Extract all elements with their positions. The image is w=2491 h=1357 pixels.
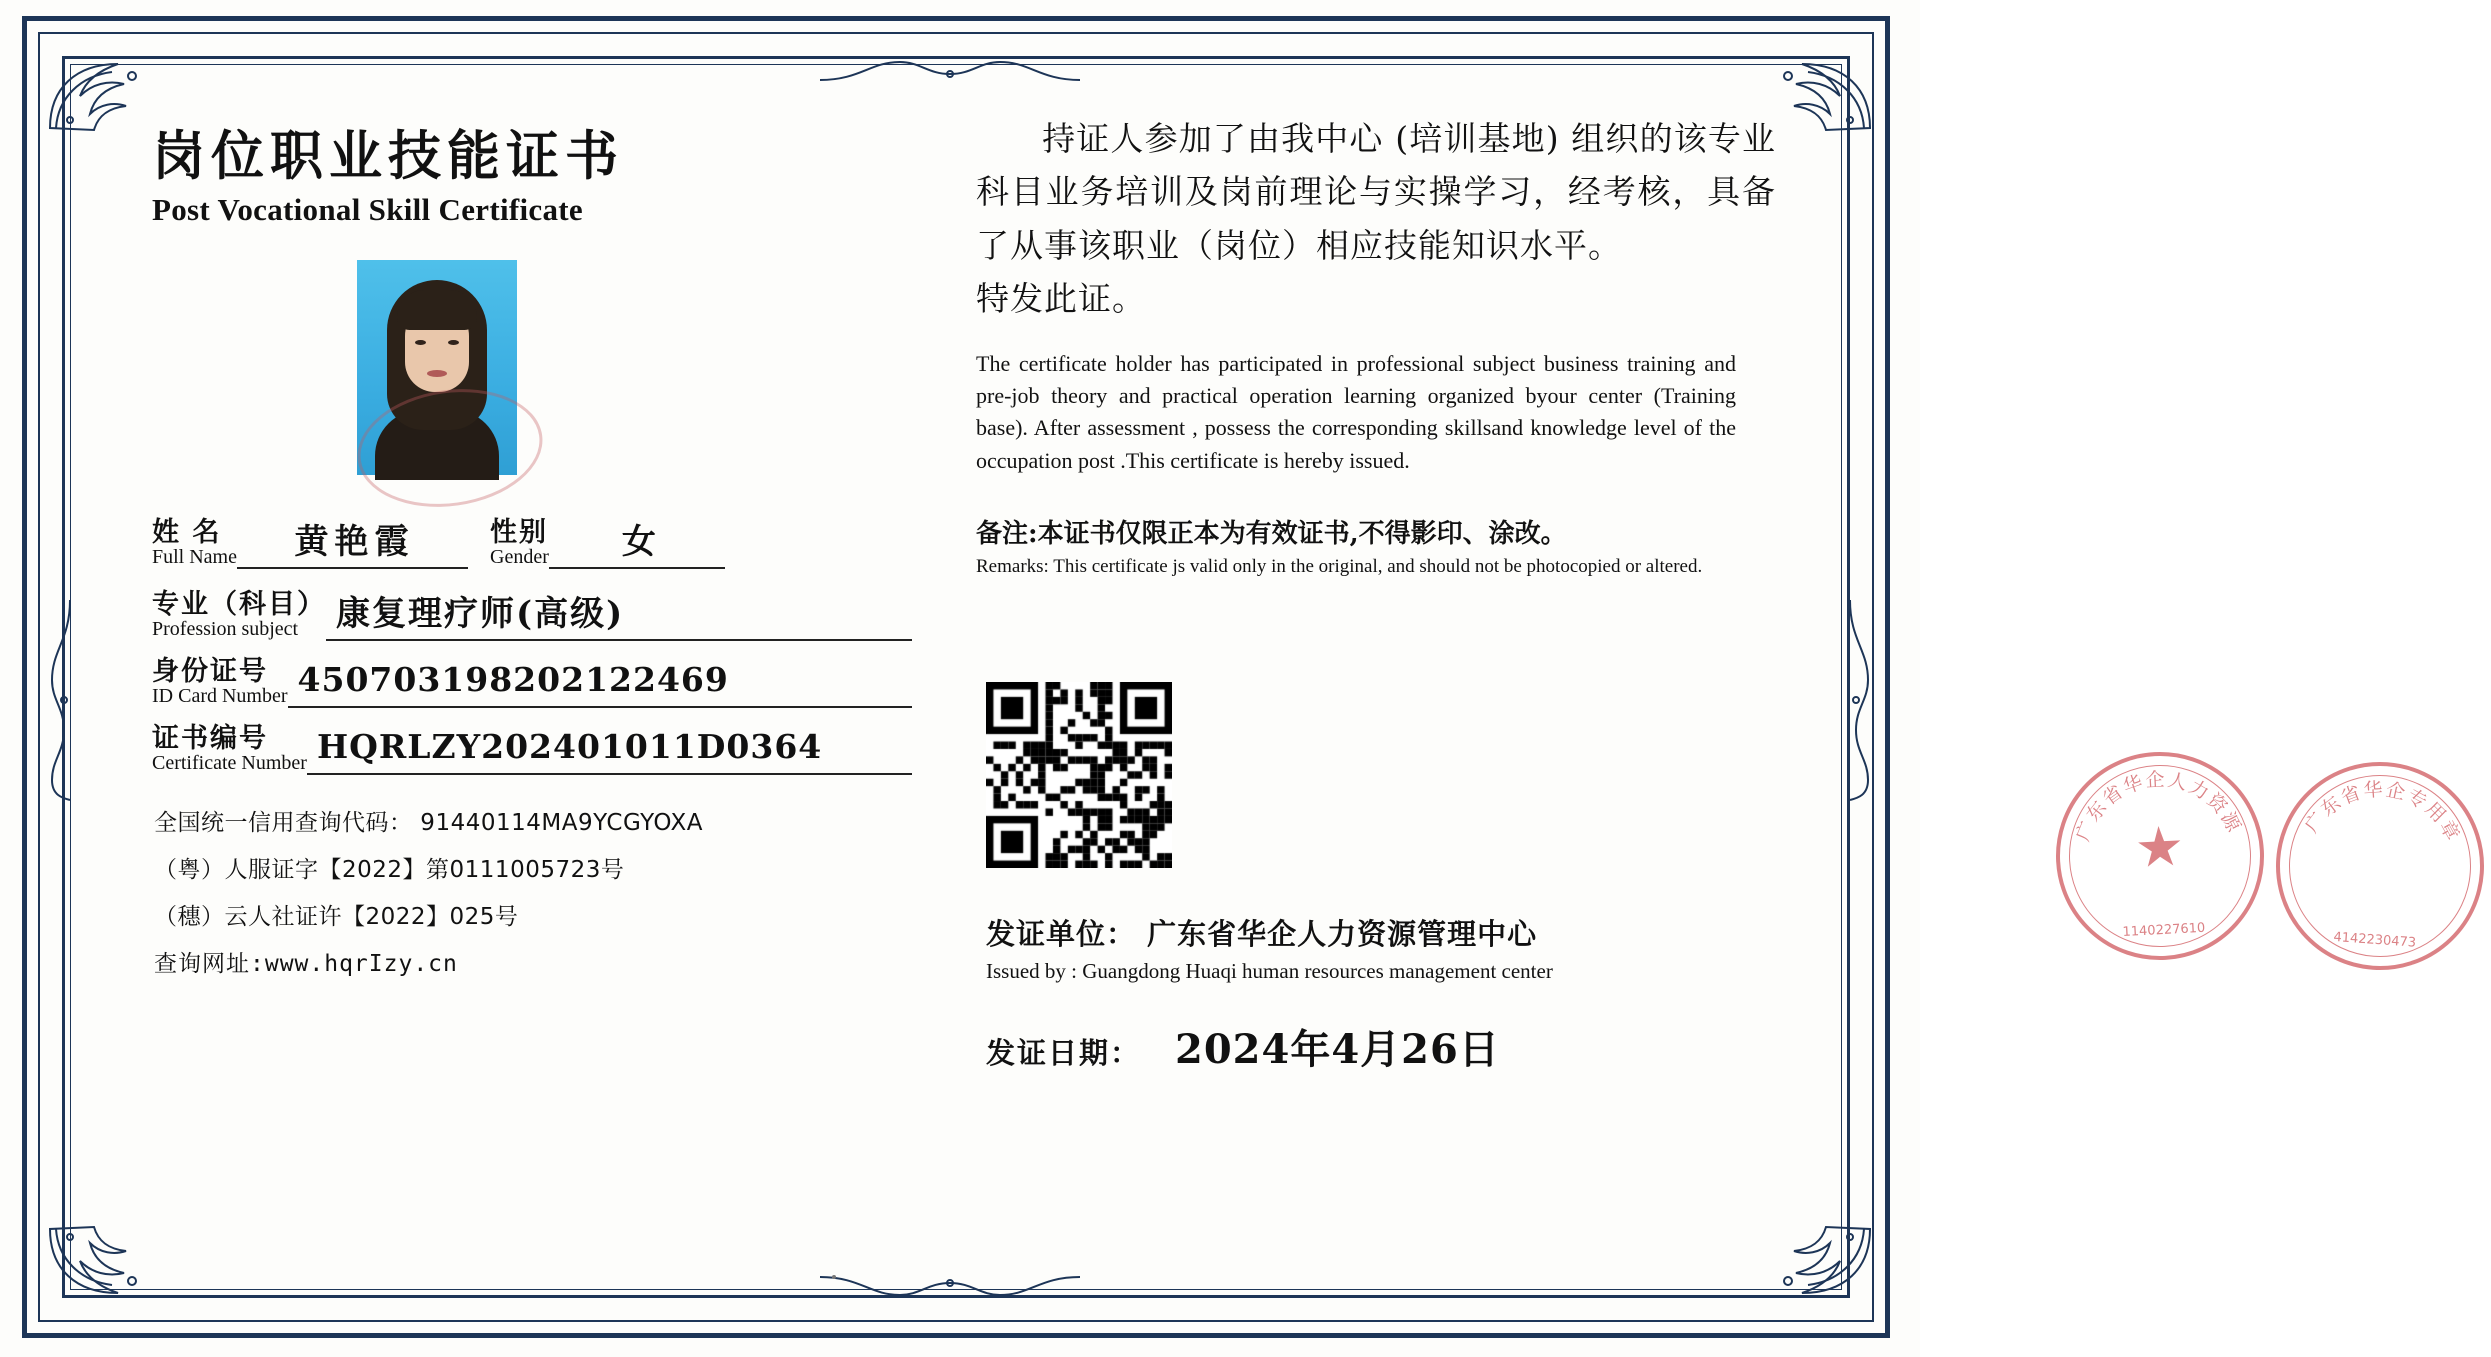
official-seal-right [2269, 755, 2491, 977]
remark-english: Remarks: This certificate js valid only in the original, and should not be photocopied or altered. [976, 556, 1703, 578]
statement-english: The certificate holder has participated in professional subject business training and pre-job theory and practical operation learning organized byour center (Training base). After assessment , possess the corresponding skillsand knowledge level of the occupation post .This certificate is hereby issued. [976, 350, 1736, 473]
page-title-en: Post Vocational Skill Certificate [152, 192, 583, 227]
issuer-value-cn: 广东省华企人力资源管理中心 [1147, 917, 1538, 951]
statement-cn-text: 持证人参加了由我中心 (培训基地) 组织的该专业科目业务培训及岗前理论与实操学习，经考核，具备了从事该职业（岗位）相应技能知识水平。 [976, 119, 1776, 265]
official-seal-left [2051, 747, 2270, 966]
seal-number-right: 4142230473 [2333, 929, 2417, 951]
remark-chinese: 备注:本证书仅限正本为有效证书,不得影印、涂改。 [976, 519, 1567, 550]
statement-cn-closing: 特发此证。 [976, 279, 1146, 319]
field-label-en: Full Name [152, 546, 237, 568]
field-label-certificate-number [152, 725, 307, 775]
issue-date-label: 发证日期： [986, 1036, 1142, 1070]
field-label-full-name [152, 519, 237, 569]
qr-code[interactable] [986, 682, 1172, 868]
issuer-row-cn [986, 912, 1816, 953]
field-value-full-name: 黄艳霞 [237, 514, 468, 569]
page-title-cn: 岗位职业技能证书 [152, 125, 624, 187]
field-label-en: Gender [490, 546, 549, 568]
field-label-en: Profession subject [152, 618, 299, 640]
field-label-cn: 身份证号 [152, 656, 268, 687]
svg-text:广东省华企专用章 [2300, 773, 2468, 847]
field-label-gender [490, 519, 549, 569]
field-label-en: Certificate Number [152, 752, 307, 774]
issuer-label-en: Issued by : [986, 959, 1077, 983]
holder-photo [357, 260, 517, 475]
field-label-cn: 姓 名 [152, 517, 222, 548]
query-website-line[interactable]: 查询网址:www.hqrIzy.cn [154, 951, 458, 977]
issuer-label-cn: 发证单位： [986, 917, 1137, 951]
ornament-edge-top-icon [820, 54, 1080, 88]
field-value-profession: 康复理疗师(高级) [326, 586, 912, 641]
field-label-en: ID Card Number [152, 685, 288, 707]
field-value-id-card: 450703198202122469 [288, 660, 912, 708]
ornament-edge-bottom-icon [820, 1269, 1080, 1303]
right-column [976, 112, 2465, 1073]
field-row-full-name [152, 514, 912, 569]
seal-arc-text-right: 广东省华企专用章 [2300, 778, 2465, 846]
ornament-edge-left-icon [44, 600, 78, 800]
credit-code-line: 全国统一信用查询代码： 91440114MA9YCGYOXA [154, 810, 704, 836]
field-row-id-card [152, 658, 912, 708]
seal-arc-text-left: 广东省华企人力资源 [2071, 768, 2246, 845]
field-label-cn: 证书编号 [152, 723, 268, 754]
field-value-gender: 女 [549, 514, 725, 569]
license-line-2: （穗）云人社证许【2022】025号 [154, 904, 519, 930]
registration-lines [154, 804, 914, 992]
field-row-profession [152, 586, 912, 641]
field-label-id-card [152, 658, 288, 708]
field-list [152, 514, 912, 792]
license-line-1: （粤）人服证字【2022】第0111005723号 [154, 857, 625, 883]
paper-speck [832, 1275, 836, 1279]
issuer-value-en: Guangdong Huaqi human resources management center [1082, 959, 1553, 983]
issue-date-row [986, 1018, 1816, 1075]
certificate-content [96, 96, 2465, 1264]
issue-date-value: 2024年4月26日 [1175, 1026, 1500, 1073]
field-value-certificate-number: HQRLZY202401011D0364 [307, 727, 912, 775]
statement-chinese [976, 112, 1776, 326]
seal-number-left: 1140227610 [2122, 920, 2206, 941]
ornament-edge-right-icon [1842, 600, 1876, 800]
field-row-certificate-number [152, 725, 912, 775]
field-label-cn: 专业（科目） [152, 589, 326, 620]
field-label-profession [152, 591, 326, 641]
issuer-block [986, 912, 1816, 1075]
issuer-row-en [986, 959, 1816, 984]
left-column [152, 114, 912, 977]
field-label-cn: 性别 [490, 517, 548, 548]
